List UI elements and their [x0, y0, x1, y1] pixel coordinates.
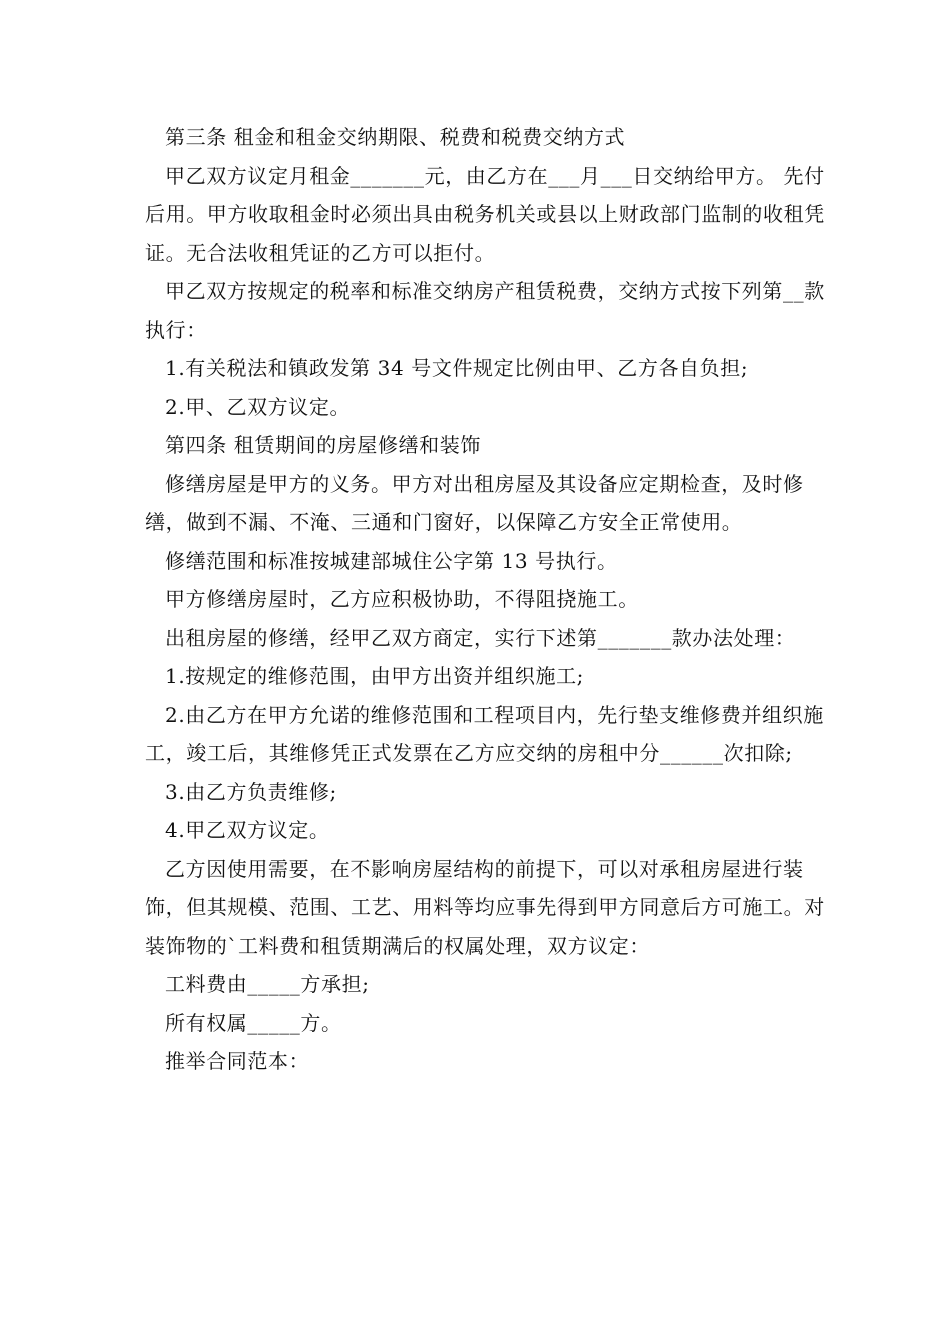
- material-cost-line: 工料费由_____方承担;: [165, 972, 370, 996]
- repair-method-paragraph: 出租房屋的修缮，经甲乙双方商定，实行下述第_______款办法处理：: [165, 625, 796, 650]
- repair-option-4: 4.甲乙双方议定。: [165, 818, 330, 842]
- ownership-line: 所有权属_____方。: [165, 1010, 342, 1035]
- repair-option-1: 1.按规定的维修范围，由甲方出资并组织施工;: [165, 664, 585, 688]
- rent-payment-paragraph: 甲乙双方议定月租金_______元，由乙方在___月___日交纳给甲方。 先付后用。甲方收取租金时必须出具由税务机关或县以上财政部门监制的收租凭证。无合法收租凭证的乙方可以拒付。: [145, 163, 825, 265]
- repair-duty-paragraph: 修缮房屋是甲方的义务。甲方对出租房屋及其设备应定期检查，及时修缮，做到不漏、不淹、三通和门窗好，以保障乙方安全正常使用。: [145, 471, 804, 534]
- template-recommend-line: 推举合同范本：: [165, 1049, 310, 1073]
- repair-option-2: 2.由乙方在甲方允诺的维修范围和工程项目内，先行垫支维修费并组织施工，竣工后，其维修凭正式发票在乙方应交纳的房租中分______次扣除;: [145, 702, 824, 765]
- decoration-paragraph: 乙方因使用需要，在不影响房屋结构的前提下，可以对承租房屋进行装饰，但其规模、范围、工艺、用料等均应事先得到甲方同意后方可施工。对装饰物的`工料费和租赁期满后的权属处理，双方议定：: [145, 856, 825, 958]
- article-3-heading: 第三条 租金和租金交纳期限、税费和税费交纳方式: [165, 125, 626, 149]
- repair-option-3: 3.由乙方负责维修;: [165, 779, 337, 804]
- document-body: [145, 118, 825, 1081]
- article-4-heading: 第四条 租赁期间的房屋修缮和装饰: [165, 433, 481, 457]
- repair-cooperation-paragraph: 甲方修缮房屋时，乙方应积极协助，不得阻挠施工。: [165, 587, 639, 611]
- tax-payment-paragraph: 甲乙双方按规定的税率和标准交纳房产租赁税费，交纳方式按下列第__款执行：: [145, 279, 825, 342]
- tax-option-1: 1.有关税法和镇政发第 34 号文件规定比例由甲、乙方各自负担;: [165, 356, 749, 380]
- repair-scope-paragraph: 修缮范围和标准按城建部城住公字第 13 号执行。: [165, 548, 618, 573]
- tax-option-2: 2.甲、乙双方议定。: [165, 394, 351, 419]
